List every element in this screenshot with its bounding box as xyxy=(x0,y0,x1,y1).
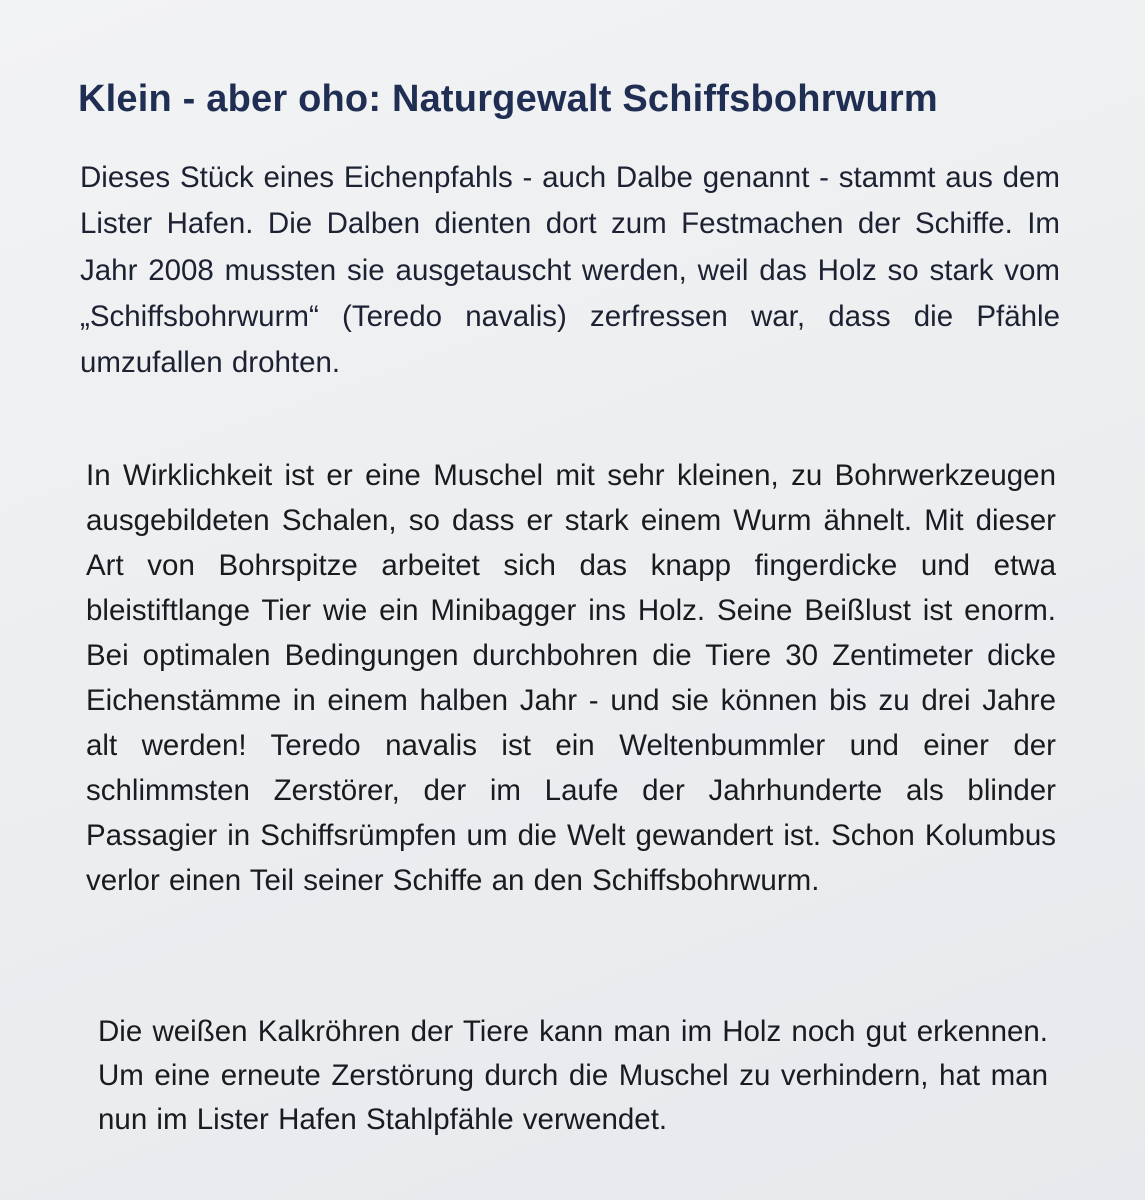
paragraph-history: Dieses Stück eines Eichenpfahls - auch Dalbe genannt - stammt aus dem Lister Hafen. Die Dalben dienten dort zum Festmachen der Schiffe. Im Jahr 2008 mussten sie ausgetauscht werden, weil das Holz so stark vom „Schiffsbohrwurm“ (Teredo navalis) zerfressen war, dass die Pfähle umzufallen drohten. xyxy=(80,161,1060,380)
paragraph-biology: In Wirklichkeit ist er eine Muschel mit sehr kleinen, zu Bohrwerkzeugen ausgebildeten Schalen, so dass er stark einem Wurm ähnelt. Mit dieser Art von Bohrspitze arbeitet sich das knapp fingerdicke und etwa bleistiftlange Tier wie ein Minibagger ins Holz. Seine Beißlust ist enorm. Bei optimalen Bedingungen durchbohren die Tiere 30 Zentimeter dicke Eichenstämme in einem halben Jahr - und sie können bis zu drei Jahre alt werden! Teredo navalis ist ein Weltenbummler und einer der schlimmsten Zerstörer, der im Laufe der Jahrhunderte als blinder Passagier in Schiffsrümpfen um die Welt gewandert ist. Schon Kolumbus verlor einen Teil seiner Schiffe an den Schiffsbohrwurm. xyxy=(86,459,1056,897)
paragraph-remains: Die weißen Kalkröhren der Tiere kann man im Holz noch gut erkennen. Um eine erneute Zerstörung durch die Muschel zu verhindern, hat man nun im Lister Hafen Stahlpfähle verwendet. xyxy=(98,1015,1048,1136)
sign-title: Klein - aber oho: Naturgewalt Schiffsbohrwurm xyxy=(78,78,938,120)
